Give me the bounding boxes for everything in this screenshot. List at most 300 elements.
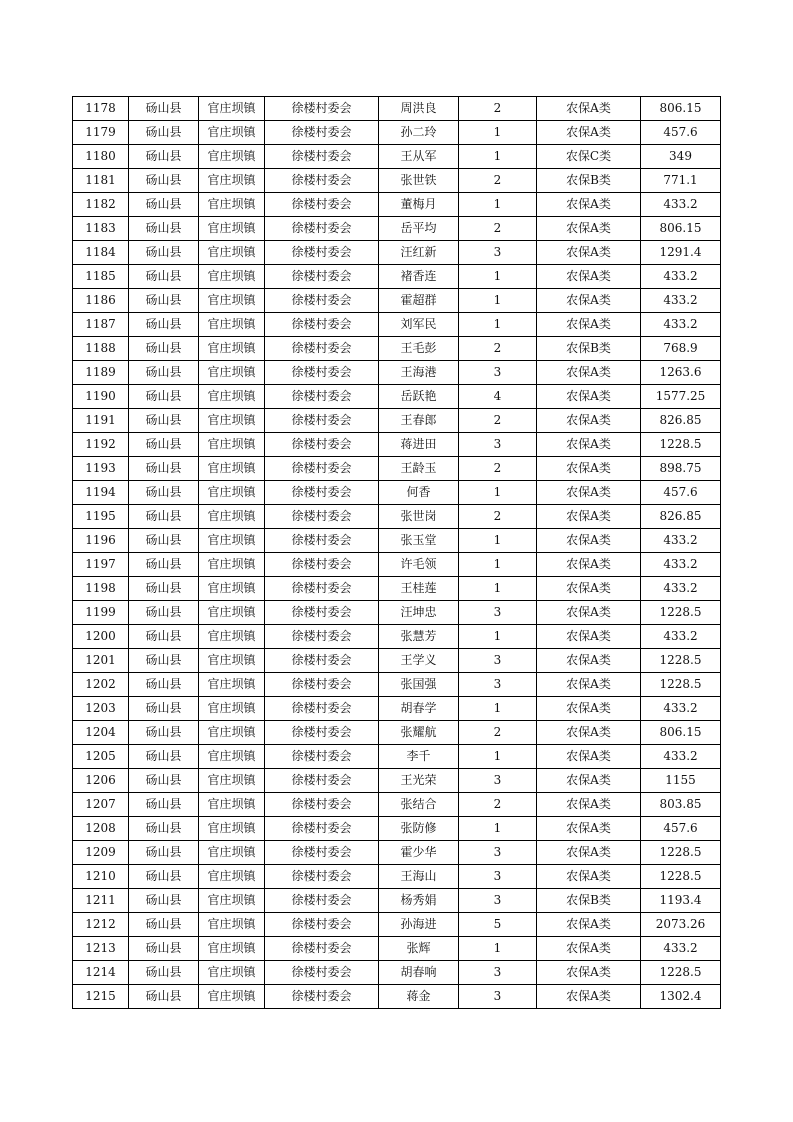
name-cell: 王春郎 <box>379 409 459 433</box>
county-cell: 砀山县 <box>129 793 199 817</box>
county-cell: 砀山县 <box>129 505 199 529</box>
count-cell: 1 <box>459 289 537 313</box>
county-cell: 砀山县 <box>129 697 199 721</box>
table-row <box>73 193 721 217</box>
table-row <box>73 625 721 649</box>
village-cell: 徐楼村委会 <box>265 865 379 889</box>
table-row <box>73 553 721 577</box>
name-cell: 王桂莲 <box>379 577 459 601</box>
county-cell: 砀山县 <box>129 145 199 169</box>
row-number-cell: 1187 <box>73 313 129 337</box>
county-cell: 砀山县 <box>129 97 199 121</box>
count-cell: 3 <box>459 673 537 697</box>
county-cell: 砀山县 <box>129 817 199 841</box>
village-cell: 徐楼村委会 <box>265 697 379 721</box>
town-cell: 官庄坝镇 <box>199 457 265 481</box>
town-cell: 官庄坝镇 <box>199 313 265 337</box>
village-cell: 徐楼村委会 <box>265 577 379 601</box>
county-cell: 砀山县 <box>129 985 199 1009</box>
row-number-cell: 1202 <box>73 673 129 697</box>
table-row <box>73 529 721 553</box>
table-row <box>73 985 721 1009</box>
village-cell: 徐楼村委会 <box>265 505 379 529</box>
category-cell: 农保A类 <box>537 913 641 937</box>
category-cell: 农保A类 <box>537 649 641 673</box>
name-cell: 张耀航 <box>379 721 459 745</box>
row-number-cell: 1190 <box>73 385 129 409</box>
row-number-cell: 1193 <box>73 457 129 481</box>
table-row <box>73 241 721 265</box>
category-cell: 农保A类 <box>537 313 641 337</box>
amount-cell: 433.2 <box>641 529 721 553</box>
county-cell: 砀山县 <box>129 121 199 145</box>
name-cell: 张世铁 <box>379 169 459 193</box>
table-body <box>73 97 721 1009</box>
village-cell: 徐楼村委会 <box>265 121 379 145</box>
town-cell: 官庄坝镇 <box>199 721 265 745</box>
name-cell: 张结合 <box>379 793 459 817</box>
name-cell: 蒋进田 <box>379 433 459 457</box>
amount-cell: 806.15 <box>641 97 721 121</box>
amount-cell: 806.15 <box>641 217 721 241</box>
row-number-cell: 1211 <box>73 889 129 913</box>
town-cell: 官庄坝镇 <box>199 625 265 649</box>
table-row <box>73 385 721 409</box>
name-cell: 董梅月 <box>379 193 459 217</box>
row-number-cell: 1198 <box>73 577 129 601</box>
county-cell: 砀山县 <box>129 841 199 865</box>
table-row <box>73 145 721 169</box>
row-number-cell: 1207 <box>73 793 129 817</box>
category-cell: 农保A类 <box>537 529 641 553</box>
county-cell: 砀山县 <box>129 961 199 985</box>
county-cell: 砀山县 <box>129 409 199 433</box>
row-number-cell: 1210 <box>73 865 129 889</box>
category-cell: 农保A类 <box>537 601 641 625</box>
village-cell: 徐楼村委会 <box>265 265 379 289</box>
count-cell: 2 <box>459 409 537 433</box>
name-cell: 王海港 <box>379 361 459 385</box>
category-cell: 农保A类 <box>537 769 641 793</box>
table-row <box>73 289 721 313</box>
county-cell: 砀山县 <box>129 217 199 241</box>
category-cell: 农保A类 <box>537 961 641 985</box>
amount-cell: 433.2 <box>641 937 721 961</box>
category-cell: 农保A类 <box>537 193 641 217</box>
table-row <box>73 481 721 505</box>
count-cell: 3 <box>459 865 537 889</box>
county-cell: 砀山县 <box>129 361 199 385</box>
row-number-cell: 1214 <box>73 961 129 985</box>
count-cell: 3 <box>459 601 537 625</box>
town-cell: 官庄坝镇 <box>199 961 265 985</box>
table-row <box>73 601 721 625</box>
amount-cell: 771.1 <box>641 169 721 193</box>
village-cell: 徐楼村委会 <box>265 433 379 457</box>
category-cell: 农保A类 <box>537 793 641 817</box>
count-cell: 3 <box>459 361 537 385</box>
village-cell: 徐楼村委会 <box>265 673 379 697</box>
row-number-cell: 1195 <box>73 505 129 529</box>
count-cell: 1 <box>459 529 537 553</box>
amount-cell: 826.85 <box>641 505 721 529</box>
count-cell: 1 <box>459 745 537 769</box>
table-row <box>73 577 721 601</box>
category-cell: 农保A类 <box>537 505 641 529</box>
name-cell: 张玉堂 <box>379 529 459 553</box>
count-cell: 1 <box>459 481 537 505</box>
county-cell: 砀山县 <box>129 865 199 889</box>
count-cell: 1 <box>459 553 537 577</box>
amount-cell: 1228.5 <box>641 865 721 889</box>
name-cell: 汪红新 <box>379 241 459 265</box>
county-cell: 砀山县 <box>129 241 199 265</box>
category-cell: 农保A类 <box>537 241 641 265</box>
village-cell: 徐楼村委会 <box>265 409 379 433</box>
table-row <box>73 337 721 361</box>
county-cell: 砀山县 <box>129 649 199 673</box>
name-cell: 李千 <box>379 745 459 769</box>
category-cell: 农保A类 <box>537 217 641 241</box>
village-cell: 徐楼村委会 <box>265 169 379 193</box>
name-cell: 王从军 <box>379 145 459 169</box>
table-row <box>73 865 721 889</box>
category-cell: 农保A类 <box>537 409 641 433</box>
amount-cell: 1577.25 <box>641 385 721 409</box>
amount-cell: 826.85 <box>641 409 721 433</box>
village-cell: 徐楼村委会 <box>265 601 379 625</box>
village-cell: 徐楼村委会 <box>265 481 379 505</box>
name-cell: 张防修 <box>379 817 459 841</box>
town-cell: 官庄坝镇 <box>199 793 265 817</box>
name-cell: 褚香连 <box>379 265 459 289</box>
amount-cell: 1228.5 <box>641 961 721 985</box>
category-cell: 农保A类 <box>537 697 641 721</box>
town-cell: 官庄坝镇 <box>199 841 265 865</box>
amount-cell: 768.9 <box>641 337 721 361</box>
category-cell: 农保A类 <box>537 841 641 865</box>
count-cell: 1 <box>459 145 537 169</box>
count-cell: 1 <box>459 121 537 145</box>
town-cell: 官庄坝镇 <box>199 385 265 409</box>
table-row <box>73 673 721 697</box>
village-cell: 徐楼村委会 <box>265 937 379 961</box>
row-number-cell: 1189 <box>73 361 129 385</box>
table-row <box>73 433 721 457</box>
town-cell: 官庄坝镇 <box>199 697 265 721</box>
village-cell: 徐楼村委会 <box>265 913 379 937</box>
table-row <box>73 505 721 529</box>
town-cell: 官庄坝镇 <box>199 577 265 601</box>
name-cell: 杨秀娟 <box>379 889 459 913</box>
county-cell: 砀山县 <box>129 769 199 793</box>
count-cell: 3 <box>459 985 537 1009</box>
table-row <box>73 937 721 961</box>
row-number-cell: 1178 <box>73 97 129 121</box>
category-cell: 农保A类 <box>537 553 641 577</box>
village-cell: 徐楼村委会 <box>265 817 379 841</box>
amount-cell: 457.6 <box>641 121 721 145</box>
table-row <box>73 649 721 673</box>
village-cell: 徐楼村委会 <box>265 793 379 817</box>
table-row <box>73 313 721 337</box>
village-cell: 徐楼村委会 <box>265 361 379 385</box>
county-cell: 砀山县 <box>129 457 199 481</box>
name-cell: 霍超群 <box>379 289 459 313</box>
town-cell: 官庄坝镇 <box>199 601 265 625</box>
category-cell: 农保A类 <box>537 265 641 289</box>
amount-cell: 433.2 <box>641 745 721 769</box>
row-number-cell: 1196 <box>73 529 129 553</box>
count-cell: 1 <box>459 313 537 337</box>
count-cell: 1 <box>459 817 537 841</box>
name-cell: 王海山 <box>379 865 459 889</box>
town-cell: 官庄坝镇 <box>199 937 265 961</box>
county-cell: 砀山县 <box>129 673 199 697</box>
town-cell: 官庄坝镇 <box>199 241 265 265</box>
county-cell: 砀山县 <box>129 625 199 649</box>
count-cell: 2 <box>459 169 537 193</box>
village-cell: 徐楼村委会 <box>265 457 379 481</box>
count-cell: 5 <box>459 913 537 937</box>
table-row <box>73 913 721 937</box>
count-cell: 3 <box>459 889 537 913</box>
roster-table <box>72 96 721 1009</box>
town-cell: 官庄坝镇 <box>199 673 265 697</box>
category-cell: 农保A类 <box>537 289 641 313</box>
amount-cell: 898.75 <box>641 457 721 481</box>
amount-cell: 433.2 <box>641 289 721 313</box>
row-number-cell: 1194 <box>73 481 129 505</box>
village-cell: 徐楼村委会 <box>265 217 379 241</box>
row-number-cell: 1191 <box>73 409 129 433</box>
category-cell: 农保A类 <box>537 721 641 745</box>
row-number-cell: 1203 <box>73 697 129 721</box>
row-number-cell: 1179 <box>73 121 129 145</box>
town-cell: 官庄坝镇 <box>199 769 265 793</box>
village-cell: 徐楼村委会 <box>265 289 379 313</box>
row-number-cell: 1201 <box>73 649 129 673</box>
table-row <box>73 217 721 241</box>
village-cell: 徐楼村委会 <box>265 769 379 793</box>
category-cell: 农保A类 <box>537 745 641 769</box>
name-cell: 王毛彭 <box>379 337 459 361</box>
row-number-cell: 1199 <box>73 601 129 625</box>
category-cell: 农保C类 <box>537 145 641 169</box>
table-row <box>73 793 721 817</box>
county-cell: 砀山县 <box>129 385 199 409</box>
village-cell: 徐楼村委会 <box>265 649 379 673</box>
count-cell: 1 <box>459 193 537 217</box>
name-cell: 王光荣 <box>379 769 459 793</box>
row-number-cell: 1200 <box>73 625 129 649</box>
category-cell: 农保A类 <box>537 937 641 961</box>
amount-cell: 457.6 <box>641 817 721 841</box>
village-cell: 徐楼村委会 <box>265 145 379 169</box>
county-cell: 砀山县 <box>129 889 199 913</box>
name-cell: 岳平均 <box>379 217 459 241</box>
name-cell: 张世岗 <box>379 505 459 529</box>
village-cell: 徐楼村委会 <box>265 889 379 913</box>
town-cell: 官庄坝镇 <box>199 121 265 145</box>
village-cell: 徐楼村委会 <box>265 625 379 649</box>
row-number-cell: 1208 <box>73 817 129 841</box>
amount-cell: 1228.5 <box>641 649 721 673</box>
name-cell: 汪坤忠 <box>379 601 459 625</box>
category-cell: 农保A类 <box>537 673 641 697</box>
village-cell: 徐楼村委会 <box>265 529 379 553</box>
table-row <box>73 889 721 913</box>
town-cell: 官庄坝镇 <box>199 553 265 577</box>
town-cell: 官庄坝镇 <box>199 289 265 313</box>
county-cell: 砀山县 <box>129 913 199 937</box>
amount-cell: 806.15 <box>641 721 721 745</box>
table-row <box>73 721 721 745</box>
table-row <box>73 961 721 985</box>
village-cell: 徐楼村委会 <box>265 985 379 1009</box>
row-number-cell: 1186 <box>73 289 129 313</box>
name-cell: 蒋金 <box>379 985 459 1009</box>
name-cell: 何香 <box>379 481 459 505</box>
village-cell: 徐楼村委会 <box>265 745 379 769</box>
row-number-cell: 1185 <box>73 265 129 289</box>
county-cell: 砀山县 <box>129 433 199 457</box>
category-cell: 农保A类 <box>537 457 641 481</box>
county-cell: 砀山县 <box>129 529 199 553</box>
row-number-cell: 1209 <box>73 841 129 865</box>
count-cell: 2 <box>459 97 537 121</box>
name-cell: 刘军民 <box>379 313 459 337</box>
count-cell: 4 <box>459 385 537 409</box>
row-number-cell: 1206 <box>73 769 129 793</box>
town-cell: 官庄坝镇 <box>199 433 265 457</box>
count-cell: 2 <box>459 793 537 817</box>
village-cell: 徐楼村委会 <box>265 961 379 985</box>
county-cell: 砀山县 <box>129 937 199 961</box>
amount-cell: 433.2 <box>641 697 721 721</box>
count-cell: 2 <box>459 217 537 241</box>
county-cell: 砀山县 <box>129 265 199 289</box>
town-cell: 官庄坝镇 <box>199 529 265 553</box>
category-cell: 农保A类 <box>537 361 641 385</box>
count-cell: 1 <box>459 625 537 649</box>
name-cell: 张国强 <box>379 673 459 697</box>
amount-cell: 1155 <box>641 769 721 793</box>
count-cell: 3 <box>459 769 537 793</box>
count-cell: 3 <box>459 433 537 457</box>
count-cell: 3 <box>459 841 537 865</box>
table-row <box>73 265 721 289</box>
category-cell: 农保B类 <box>537 337 641 361</box>
table-row <box>73 169 721 193</box>
row-number-cell: 1188 <box>73 337 129 361</box>
name-cell: 孙海进 <box>379 913 459 937</box>
category-cell: 农保A类 <box>537 817 641 841</box>
town-cell: 官庄坝镇 <box>199 409 265 433</box>
category-cell: 农保A类 <box>537 433 641 457</box>
name-cell: 张慧芳 <box>379 625 459 649</box>
count-cell: 2 <box>459 721 537 745</box>
row-number-cell: 1184 <box>73 241 129 265</box>
row-number-cell: 1183 <box>73 217 129 241</box>
amount-cell: 433.2 <box>641 193 721 217</box>
name-cell: 孙二玲 <box>379 121 459 145</box>
village-cell: 徐楼村委会 <box>265 241 379 265</box>
county-cell: 砀山县 <box>129 337 199 361</box>
row-number-cell: 1197 <box>73 553 129 577</box>
count-cell: 2 <box>459 457 537 481</box>
county-cell: 砀山县 <box>129 577 199 601</box>
village-cell: 徐楼村委会 <box>265 721 379 745</box>
amount-cell: 433.2 <box>641 625 721 649</box>
name-cell: 王龄玉 <box>379 457 459 481</box>
table-row <box>73 769 721 793</box>
village-cell: 徐楼村委会 <box>265 313 379 337</box>
table-row <box>73 745 721 769</box>
town-cell: 官庄坝镇 <box>199 913 265 937</box>
table-row <box>73 121 721 145</box>
category-cell: 农保A类 <box>537 865 641 889</box>
village-cell: 徐楼村委会 <box>265 553 379 577</box>
category-cell: 农保B类 <box>537 169 641 193</box>
table-row <box>73 697 721 721</box>
count-cell: 1 <box>459 697 537 721</box>
amount-cell: 433.2 <box>641 313 721 337</box>
name-cell: 胡春响 <box>379 961 459 985</box>
row-number-cell: 1192 <box>73 433 129 457</box>
village-cell: 徐楼村委会 <box>265 97 379 121</box>
village-cell: 徐楼村委会 <box>265 841 379 865</box>
count-cell: 3 <box>459 961 537 985</box>
amount-cell: 803.85 <box>641 793 721 817</box>
name-cell: 霍少华 <box>379 841 459 865</box>
amount-cell: 1291.4 <box>641 241 721 265</box>
amount-cell: 1193.4 <box>641 889 721 913</box>
town-cell: 官庄坝镇 <box>199 361 265 385</box>
count-cell: 2 <box>459 337 537 361</box>
town-cell: 官庄坝镇 <box>199 217 265 241</box>
town-cell: 官庄坝镇 <box>199 145 265 169</box>
county-cell: 砀山县 <box>129 193 199 217</box>
category-cell: 农保A类 <box>537 97 641 121</box>
table-row <box>73 841 721 865</box>
town-cell: 官庄坝镇 <box>199 817 265 841</box>
category-cell: 农保A类 <box>537 577 641 601</box>
village-cell: 徐楼村委会 <box>265 337 379 361</box>
amount-cell: 1228.5 <box>641 841 721 865</box>
town-cell: 官庄坝镇 <box>199 265 265 289</box>
name-cell: 周洪良 <box>379 97 459 121</box>
count-cell: 1 <box>459 577 537 601</box>
table-row <box>73 409 721 433</box>
county-cell: 砀山县 <box>129 169 199 193</box>
town-cell: 官庄坝镇 <box>199 649 265 673</box>
count-cell: 1 <box>459 937 537 961</box>
table-row <box>73 817 721 841</box>
village-cell: 徐楼村委会 <box>265 385 379 409</box>
category-cell: 农保B类 <box>537 889 641 913</box>
amount-cell: 1302.4 <box>641 985 721 1009</box>
amount-cell: 349 <box>641 145 721 169</box>
county-cell: 砀山县 <box>129 553 199 577</box>
row-number-cell: 1205 <box>73 745 129 769</box>
amount-cell: 1228.5 <box>641 601 721 625</box>
county-cell: 砀山县 <box>129 745 199 769</box>
category-cell: 农保A类 <box>537 481 641 505</box>
town-cell: 官庄坝镇 <box>199 481 265 505</box>
name-cell: 王学义 <box>379 649 459 673</box>
amount-cell: 2073.26 <box>641 913 721 937</box>
